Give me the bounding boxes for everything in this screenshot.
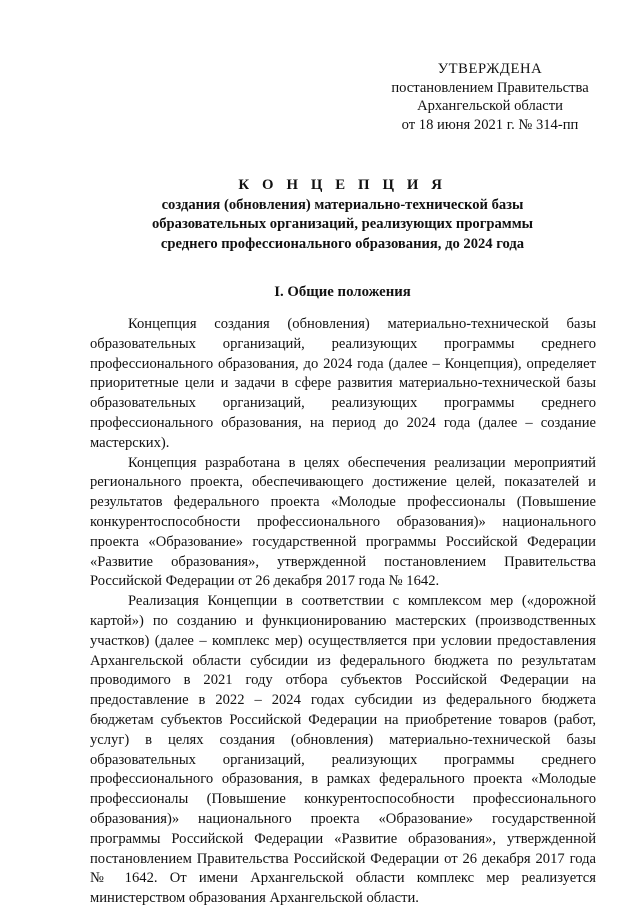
title-line-1: создания (обновления) материально-технической базы (161, 196, 524, 213)
document-title (90, 176, 595, 254)
approval-heading: УТВЕРЖДЕНА (437, 61, 543, 77)
body-paragraph-3: Реализация Концепции в соответствии с комплексом мер («дорожной картой») по созданию и функционированию мастерских (производственных участков) (далее – комплекс мер) осуществляется при условии предоставления Архангельской области субсидии из федерального бюджета по результатам проводимого в 2021 году отбора субъектов Российской Федерации на предоставление в 2022 – 2024 годах субсидии из федерального бюджета бюджетам субъектов Российской Федерации на приобретение товаров (работ, услуг) в целях создания (обновления) материально-технической базы образовательных организаций, реализующих программы среднего профессионального образования, в рамках федерального проекта «Молодые профессионалы (Повышение конкурентоспособности профессионального образования)» национального проекта «Образование» государственной программы Российской Федерации «Развитие образования», утвержденной постановлением Правительства Российской Федерации от 26 декабря 2017 года № 1642. От имени Архангельской области комплекс мер реализуется министерством образования Архангельской области. (90, 593, 596, 907)
document-body (90, 315, 596, 909)
section-heading: I. Общие положения (274, 284, 411, 300)
title-concept-word: К О Н Ц Е П Ц И Я (238, 177, 447, 193)
approval-block (380, 60, 600, 134)
approval-region: Архангельской области (417, 98, 563, 115)
title-line-2: образовательных организаций, реализующих программы (151, 216, 534, 232)
approval-date-number: от 18 июня 2021 г. № 314-пп (401, 116, 579, 133)
title-line-3: среднего профессионального образования, до 2024 года (160, 235, 525, 252)
approval-issuer: постановлением Правительства (391, 79, 589, 96)
body-paragraph-2: Концепция разработана в целях обеспечения реализации мероприятий регионального проекта, обеспечивающего достижение целей, показателей и результатов федерального проекта «Молодые профессионалы (Повышение конкурентоспособности профессионального образования)» национального проекта «Образование» государственной программы Российской Федерации «Развитие образования», утвержденной постановлением Правительства Российской Федерации от 26 декабря 2017 года № 1642. (90, 454, 596, 590)
body-paragraph-1: Концепция создания (обновления) материально-технической базы образовательных организаций, реализующих программы среднего профессионального образования, до 2024 года (далее – Концепция), определяет приоритетные цели и задачи в сфере развития материально-технической базы образовательных организаций, реализующих программы среднего профессионального образования, на период до 2024 года (далее – создание мастерских). (90, 316, 596, 451)
